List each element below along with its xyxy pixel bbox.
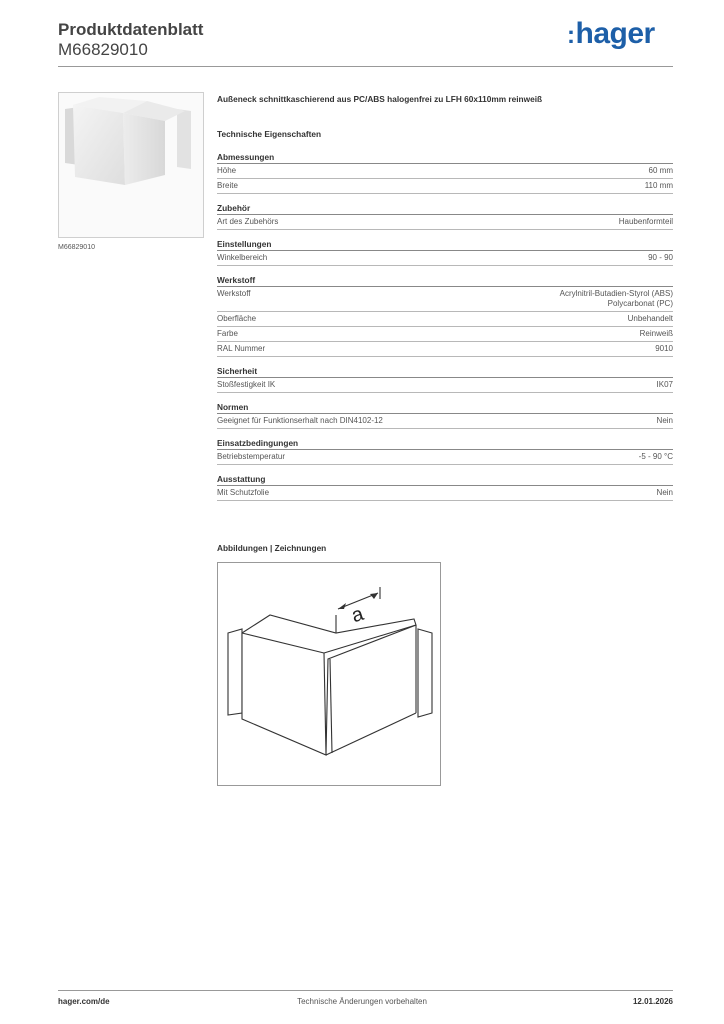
section-abmessungen bbox=[217, 152, 673, 194]
property-value: Acrylnitril-Butadien-Styrol (ABS) Polycarbonat (PC) bbox=[559, 289, 673, 308]
product-photo bbox=[58, 92, 204, 238]
logo-dots-icon: : bbox=[567, 22, 575, 49]
section-werkstoff bbox=[217, 275, 673, 357]
properties-panel bbox=[217, 94, 673, 510]
dimension-label: a bbox=[348, 602, 367, 628]
photo-caption: M66829010 bbox=[58, 244, 95, 251]
property-value: Haubenformteil bbox=[618, 217, 673, 226]
drawings-heading: Abbildungen | Zeichnungen bbox=[217, 543, 327, 553]
property-value: -5 - 90 °C bbox=[638, 452, 673, 461]
property-label: Winkelbereich bbox=[217, 253, 268, 262]
property-value: 60 mm bbox=[648, 166, 673, 175]
property-value: Unbehandelt bbox=[627, 314, 673, 323]
section-zubehoer bbox=[217, 203, 673, 230]
section-einsatzbedingungen bbox=[217, 438, 673, 465]
section-title: Einsatzbedingungen bbox=[217, 438, 673, 450]
section-title: Ausstattung bbox=[217, 474, 673, 486]
property-row bbox=[217, 251, 673, 266]
section-title: Einstellungen bbox=[217, 239, 673, 251]
header-divider bbox=[58, 66, 673, 67]
property-label: RAL Nummer bbox=[217, 344, 266, 353]
property-value: Nein bbox=[656, 488, 673, 497]
page-title: Produktdatenblatt bbox=[58, 20, 204, 39]
property-row bbox=[217, 327, 673, 342]
property-label: Geeignet für Funktionserhalt nach DIN4102-12 bbox=[217, 416, 383, 425]
property-row bbox=[217, 378, 673, 393]
section-normen bbox=[217, 402, 673, 429]
property-label: Breite bbox=[217, 181, 238, 190]
section-ausstattung bbox=[217, 474, 673, 501]
property-label: Höhe bbox=[217, 166, 237, 175]
article-number: M66829010 bbox=[58, 40, 148, 59]
section-title: Sicherheit bbox=[217, 366, 673, 378]
section-title: Zubehör bbox=[217, 203, 673, 215]
section-title: Normen bbox=[217, 402, 673, 414]
brand-logo bbox=[567, 17, 655, 51]
property-value: 9010 bbox=[655, 344, 673, 353]
property-value: 110 mm bbox=[644, 181, 673, 190]
tech-properties-heading: Technische Eigenschaften bbox=[217, 129, 322, 139]
property-row bbox=[217, 179, 673, 194]
property-row bbox=[217, 486, 673, 501]
property-label: Mit Schutzfolie bbox=[217, 488, 270, 497]
product-name: Außeneck schnittkaschierend aus PC/ABS halogenfrei zu LFH 60x110mm reinweiß bbox=[217, 94, 543, 104]
property-label: Stoßfestigkeit IK bbox=[217, 380, 276, 389]
property-label: Betriebstemperatur bbox=[217, 452, 286, 461]
property-row bbox=[217, 342, 673, 357]
property-value: Reinweiß bbox=[639, 329, 673, 338]
property-value: 90 - 90 bbox=[648, 253, 673, 262]
property-value: Nein bbox=[656, 416, 673, 425]
property-row bbox=[217, 312, 673, 327]
property-row bbox=[217, 414, 673, 429]
property-label: Farbe bbox=[217, 329, 238, 338]
footer-website: hager.com/de bbox=[58, 997, 110, 1006]
section-title: Werkstoff bbox=[217, 275, 673, 287]
footer-disclaimer: Technische Änderungen vorbehalten bbox=[297, 997, 427, 1006]
property-row bbox=[217, 450, 673, 465]
property-label: Oberfläche bbox=[217, 314, 257, 323]
footer-divider bbox=[58, 990, 673, 991]
technical-drawing bbox=[217, 562, 441, 786]
section-title: Abmessungen bbox=[217, 152, 673, 164]
property-row bbox=[217, 215, 673, 230]
property-row bbox=[217, 164, 673, 179]
logo-text: hager bbox=[575, 17, 655, 50]
property-value: IK07 bbox=[656, 380, 673, 389]
property-label: Art des Zubehörs bbox=[217, 217, 279, 226]
section-einstellungen bbox=[217, 239, 673, 266]
property-label: Werkstoff bbox=[217, 289, 251, 298]
section-sicherheit bbox=[217, 366, 673, 393]
footer-date: 12.01.2026 bbox=[632, 997, 673, 1006]
property-row bbox=[217, 287, 673, 312]
